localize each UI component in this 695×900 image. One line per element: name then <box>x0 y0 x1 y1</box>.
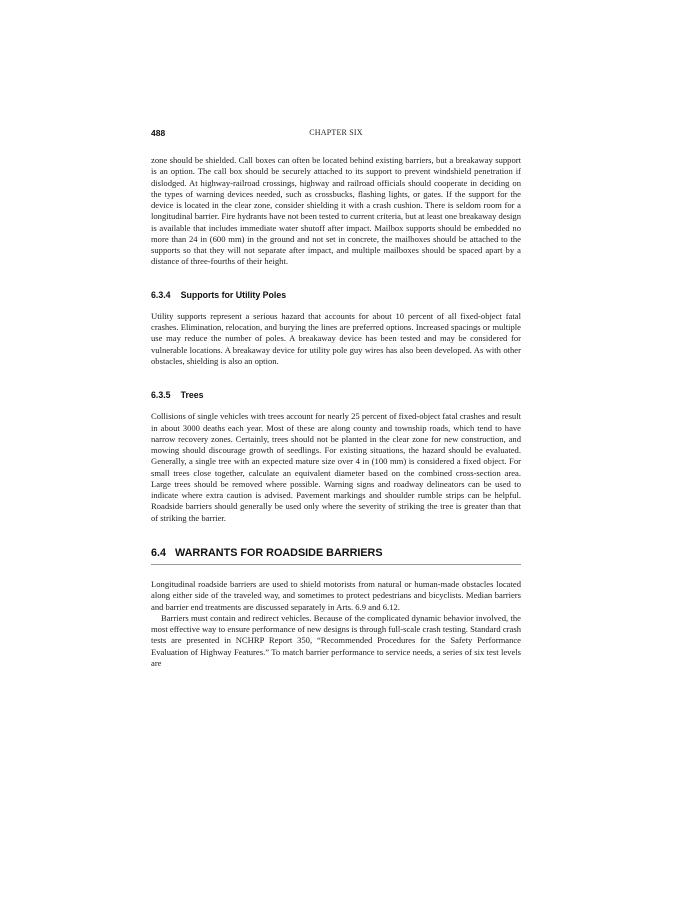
warrants-paragraph-2: Barriers must contain and redirect vehicles. Because of the complicated dynamic behavior involved, the most effective way to ensure performance of new designs is through full-scale crash testing. Standard crash tests are presented in NCHRP Report 350, “Recommended Procedures for the Safety Performance Evaluation of Highway Features.” To match barrier performance to service needs, a series of six test levels are <box>151 612 521 668</box>
page-header <box>151 128 521 142</box>
intro-paragraph: zone should be shielded. Call boxes can often be located behind existing barriers, but a breakaway support is an option. The call box should be securely attached to its support to prevent windshield penetration if dislodged. At highway-railroad crossings, highway and railroad officials should cooperate in deciding on the types of warning devices needed, such as crossbucks, flashing lights, or gates. If the support for the device is located in the clear zone, consider shielding it with a crash cushion. There is seldom room for a longitudinal barrier. Fire hydrants have not been tested to current criteria, but at least one breakaway design is available that includes immediate water shutoff after impact. Mailbox supports should be embedded no more than 24 in (600 mm) in the ground and not set in concrete, the mailboxes should be attached to the supports so that they will not separate after impact, and multiple mailboxes should be spaced apart by a distance of three-fourths of their height. <box>151 155 521 267</box>
warrants-paragraph-1: Longitudinal roadside barriers are used to shield motorists from natural or human-made obstacles located along either side of the traveled way, and sometimes to protect pedestrians and bicyclists. Median barriers and barrier end treatments are discussed separately in Arts. 6.9 and 6.12. <box>151 579 521 612</box>
subsection-title: Supports for Utility Poles <box>180 289 287 300</box>
subsection-number: 6.3.4 <box>151 289 171 300</box>
running-head: CHAPTER SIX <box>309 128 363 137</box>
page-body <box>151 155 521 669</box>
page-number: 488 <box>151 128 166 138</box>
section-heading-6-4 <box>151 548 521 565</box>
subsection-heading-6-3-4 <box>151 290 521 301</box>
subsection-heading-6-3-5 <box>151 390 521 401</box>
utility-poles-paragraph: Utility supports represent a serious hazard that accounts for about 10 percent of all fixed-object fatal crashes. Elimination, relocation, and burying the lines are preferred options. Increased spacings or multiple use may reduce the number of poles. A breakaway device has been tested and may be considered for vulnerable locations. A breakaway device for utility pole guy wires has also been developed. As with other obstacles, shielding is also an option. <box>151 310 521 366</box>
subsection-number: 6.3.5 <box>151 390 171 400</box>
subsection-title: Trees <box>180 390 204 400</box>
trees-paragraph: Collisions of single vehicles with trees account for nearly 25 percent of fixed-object fatal crashes and result in about 3000 deaths each year. Most of these are along county and township roads, which tend to have narrow recovery zones. Certainly, trees should not be planted in the clear zone for new construction, and mowing should discourage growth of seedlings. For existing situations, the hazard should be evaluated. Generally, a single tree with an expected mature size over 4 in (100 mm) is considered a fixed object. For small trees close together, calculate an equivalent diameter based on the combined cross-section area. Large trees should be removed where possible. Warning signs and roadway delineators can be used to indicate where extra caution is advised. Pavement markings and shoulder rumble strips can be helpful. Roadside barriers should generally be used only where the severity of striking the tree is greater than that of striking the barrier. <box>151 411 521 523</box>
section-number: 6.4 <box>151 546 167 559</box>
section-title: WARRANTS FOR ROADSIDE BARRIERS <box>175 546 383 559</box>
